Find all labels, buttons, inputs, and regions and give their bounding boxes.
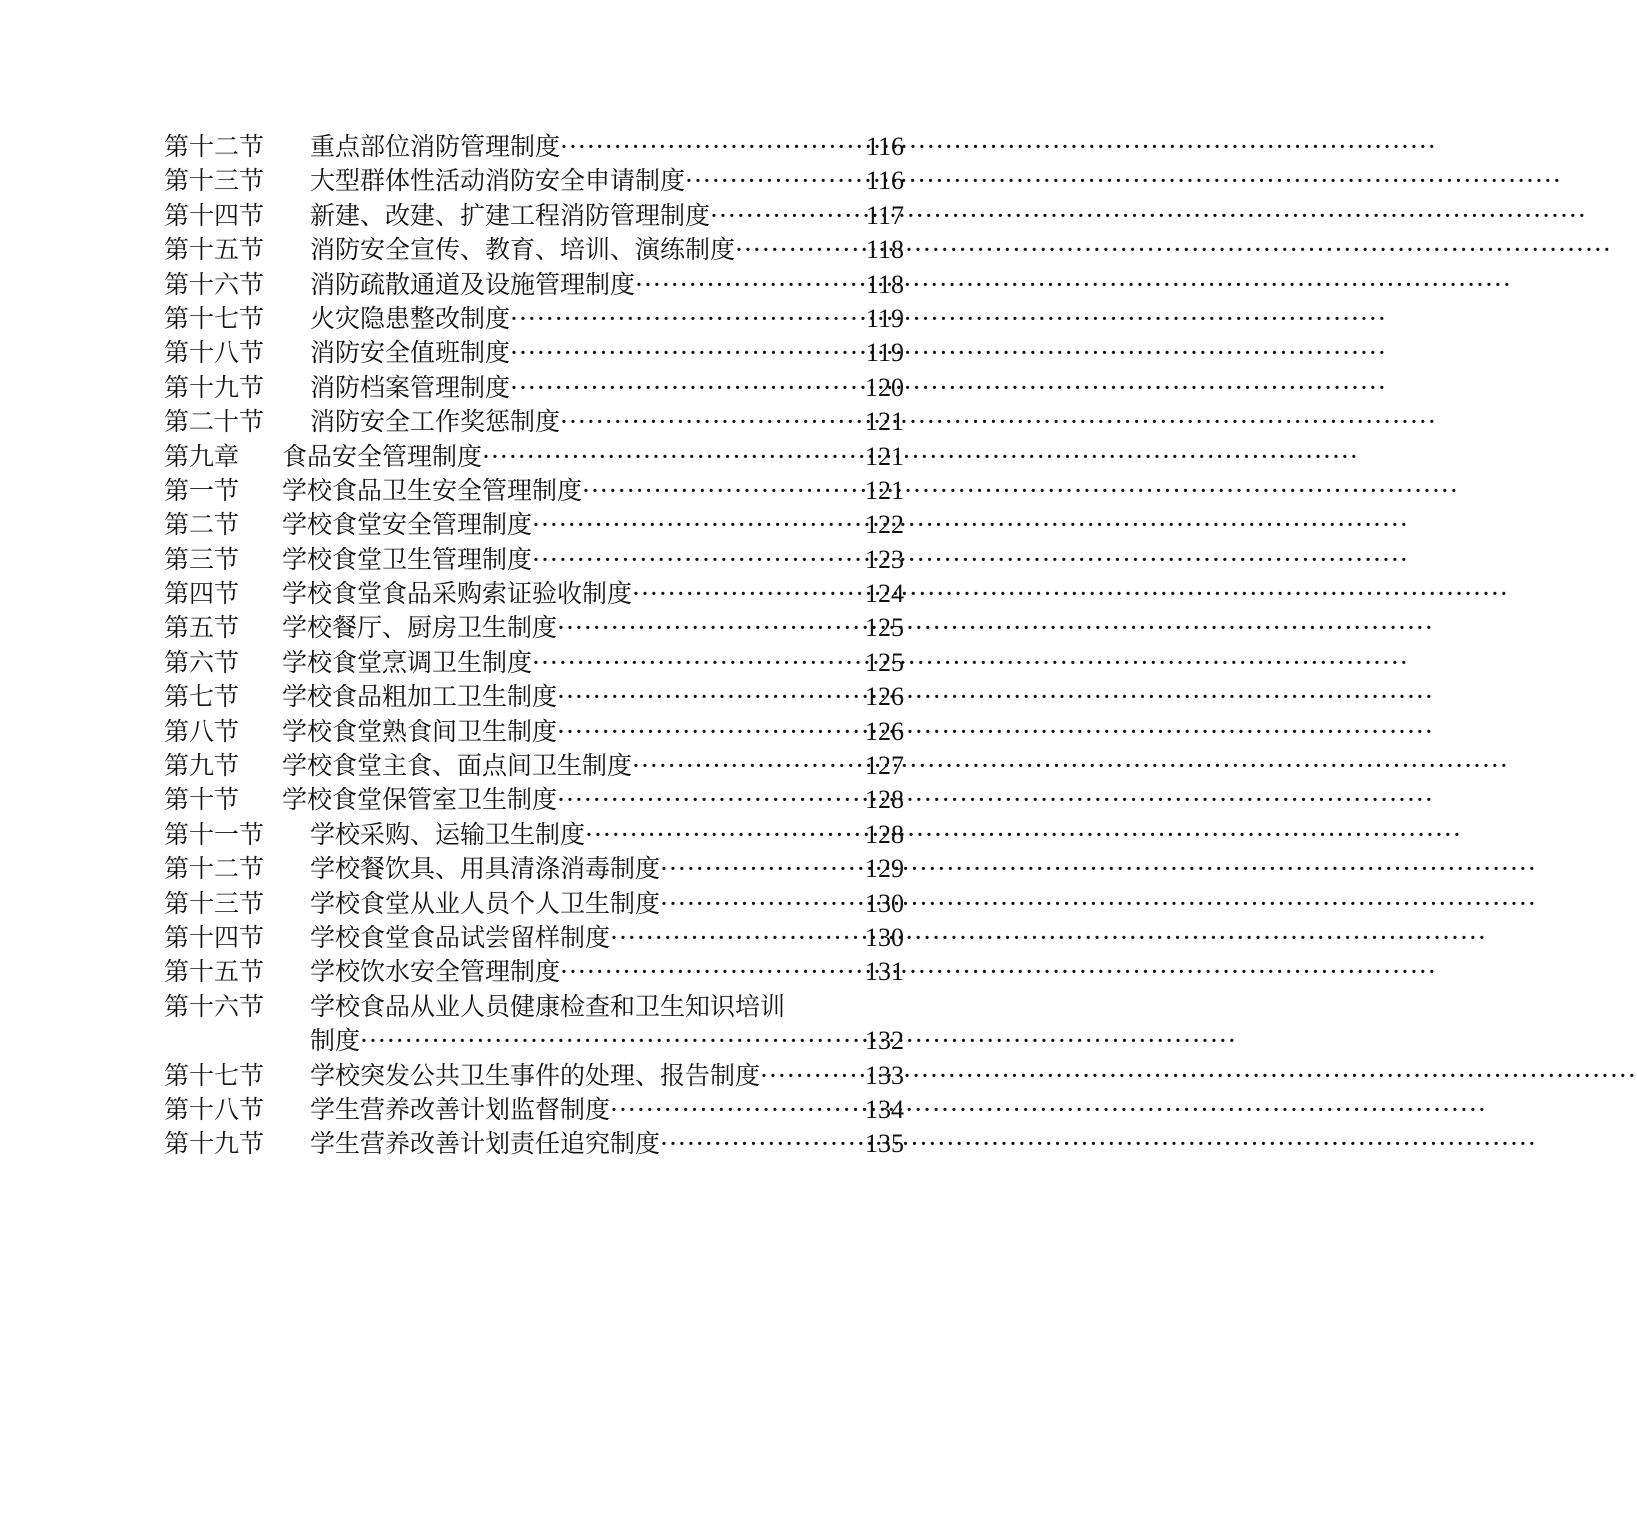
toc-leader-dots <box>532 543 861 577</box>
table-of-contents <box>164 130 904 1162</box>
toc-entry-title: 学校食堂食品试尝留样制度 <box>310 922 611 952</box>
toc-entry-page: 120 <box>865 372 904 402</box>
toc-leader-dots <box>660 852 861 886</box>
toc-entry-title: 学校食品粗加工卫生制度 <box>282 682 558 712</box>
toc-entry <box>164 852 904 886</box>
toc-leader-dots <box>532 508 861 542</box>
toc-leader-dots <box>557 680 861 714</box>
toc-entry <box>164 887 904 921</box>
toc-entry <box>164 302 904 336</box>
toc-entry <box>164 1127 904 1161</box>
toc-leader-dots <box>685 164 862 198</box>
toc-entry-page: 125 <box>865 613 904 643</box>
toc-leader-dots <box>635 268 862 302</box>
toc-entry-page: 127 <box>865 751 904 781</box>
toc-entry-label: 第二十节 <box>164 407 265 437</box>
toc-leader-dots <box>560 130 862 164</box>
toc-entry-title: 学校食堂从业人员个人卫生制度 <box>310 888 661 918</box>
toc-leader-dots <box>582 474 861 508</box>
toc-entry-label: 第一节 <box>164 475 240 505</box>
toc-entry-title: 火灾隐患整改制度 <box>310 303 511 333</box>
toc-chapter-entry <box>164 440 904 474</box>
toc-entry <box>164 164 904 198</box>
toc-entry-label: 第十一节 <box>164 819 265 849</box>
toc-entry <box>164 130 904 164</box>
toc-entry-title: 学校餐厅、厨房卫生制度 <box>282 613 558 643</box>
toc-entry-label: 第二节 <box>164 510 240 540</box>
toc-leader-dots <box>610 921 861 955</box>
toc-leader-dots <box>585 818 861 852</box>
toc-leader-dots <box>360 1024 861 1058</box>
toc-entry-multiline <box>164 990 904 1059</box>
toc-entry-page: 126 <box>865 682 904 712</box>
toc-entry-title: 食品安全管理制度 <box>282 441 483 471</box>
toc-entry-page: 134 <box>865 1094 904 1124</box>
toc-leader-dots <box>735 233 862 267</box>
toc-entry-label: 第十三节 <box>164 166 265 196</box>
toc-entry <box>164 818 904 852</box>
toc-entry-title: 消防疏散通道及设施管理制度 <box>310 269 636 299</box>
toc-entry-label: 第五节 <box>164 613 240 643</box>
toc-entry-title: 消防档案管理制度 <box>310 372 511 402</box>
toc-entry-page: 131 <box>865 957 904 987</box>
toc-entry <box>164 268 904 302</box>
toc-entry-page: 135 <box>865 1129 904 1159</box>
toc-entry-label: 第十六节 <box>164 269 265 299</box>
toc-entry-page: 118 <box>865 269 904 299</box>
toc-entry-label: 第四节 <box>164 579 240 609</box>
toc-entry-label: 第十八节 <box>164 1094 265 1124</box>
toc-leader-dots <box>760 1059 861 1093</box>
toc-entry <box>164 336 904 370</box>
toc-entry-page: 122 <box>865 510 904 540</box>
toc-entry-page: 125 <box>865 647 904 677</box>
toc-entry <box>164 577 904 611</box>
toc-entry-page: 130 <box>865 888 904 918</box>
toc-leader-dots <box>557 611 861 645</box>
toc-entry-page: 119 <box>865 303 904 333</box>
toc-entry-page: 132 <box>865 1026 904 1056</box>
toc-leader-dots <box>510 336 862 370</box>
toc-entry-title: 学校食堂安全管理制度 <box>282 510 533 540</box>
toc-entry-title: 学校采购、运输卫生制度 <box>310 819 586 849</box>
toc-entry-label: 第十二节 <box>164 854 265 884</box>
toc-entry <box>164 646 904 680</box>
toc-entry-page: 117 <box>865 200 904 230</box>
toc-entry-label: 第十六节 <box>164 991 265 1021</box>
toc-entry-title: 学校食堂保管室卫生制度 <box>282 785 558 815</box>
toc-entry-title: 学生营养改善计划责任追究制度 <box>310 1129 661 1159</box>
toc-entry-title-continuation: 制度 <box>310 1026 361 1056</box>
toc-entry-page: 118 <box>865 235 904 265</box>
toc-entry-page: 116 <box>865 131 904 161</box>
toc-entry-title: 学校食堂烹调卫生制度 <box>282 647 533 677</box>
toc-entry-title: 消防安全值班制度 <box>310 338 511 368</box>
toc-entry-label: 第十九节 <box>164 1129 265 1159</box>
toc-leader-dots <box>557 715 861 749</box>
toc-entry <box>164 611 904 645</box>
toc-entry <box>164 955 904 989</box>
toc-leader-dots <box>482 440 861 474</box>
toc-entry <box>164 543 904 577</box>
toc-entry-page: 128 <box>865 785 904 815</box>
toc-entry <box>164 715 904 749</box>
toc-entry-label: 第十节 <box>164 785 240 815</box>
toc-entry-page: 126 <box>865 716 904 746</box>
toc-leader-dots <box>560 955 861 989</box>
toc-leader-dots <box>660 887 861 921</box>
toc-leader-dots <box>532 646 861 680</box>
toc-entry-title: 学生营养改善计划监督制度 <box>310 1094 611 1124</box>
toc-entry <box>164 371 904 405</box>
toc-entry-title: 学校食堂主食、面点间卫生制度 <box>282 751 633 781</box>
toc-entry-label: 第七节 <box>164 682 240 712</box>
toc-entry-title: 学校食堂食品采购索证验收制度 <box>282 579 633 609</box>
toc-entry-page: 121 <box>865 441 904 471</box>
toc-entry-label: 第十四节 <box>164 200 265 230</box>
toc-entry <box>164 405 904 439</box>
toc-entry-page: 121 <box>865 475 904 505</box>
toc-entry-label: 第十四节 <box>164 922 265 952</box>
toc-entry-title: 学校饮水安全管理制度 <box>310 957 561 987</box>
toc-entry-label: 第十七节 <box>164 1060 265 1090</box>
toc-entry-label: 第十五节 <box>164 957 265 987</box>
toc-entry-page: 128 <box>865 819 904 849</box>
toc-entry-title: 学校食品卫生安全管理制度 <box>282 475 583 505</box>
toc-entry <box>164 749 904 783</box>
toc-entry-label: 第十三节 <box>164 888 265 918</box>
toc-entry-label: 第十九节 <box>164 372 265 402</box>
toc-entry-label: 第八节 <box>164 716 240 746</box>
toc-entry-title: 学校突发公共卫生事件的处理、报告制度 <box>310 1060 761 1090</box>
toc-entry-page: 124 <box>865 579 904 609</box>
toc-leader-dots <box>610 1093 861 1127</box>
toc-entry <box>164 921 904 955</box>
toc-entry-label: 第十五节 <box>164 235 265 265</box>
toc-entry <box>164 474 904 508</box>
toc-entry-label: 第十二节 <box>164 131 265 161</box>
toc-entry-title-block <box>310 990 904 1059</box>
toc-entry-title: 消防安全宣传、教育、培训、演练制度 <box>310 235 736 265</box>
toc-entry-page: 119 <box>865 338 904 368</box>
toc-entry-title: 学校食堂熟食间卫生制度 <box>282 716 558 746</box>
toc-entry-page: 133 <box>865 1060 904 1090</box>
toc-entry <box>164 1093 904 1127</box>
toc-leader-dots <box>632 577 861 611</box>
toc-entry-label: 第九节 <box>164 751 240 781</box>
toc-entry-title: 新建、改建、扩建工程消防管理制度 <box>310 200 711 230</box>
toc-leader-dots <box>510 302 862 336</box>
toc-entry-title-continuation-line <box>310 1024 904 1058</box>
toc-entry-title: 大型群体性活动消防安全申请制度 <box>310 166 686 196</box>
toc-entry-label: 第三节 <box>164 544 240 574</box>
toc-leader-dots <box>660 1127 861 1161</box>
toc-entry-label: 第十八节 <box>164 338 265 368</box>
toc-leader-dots <box>510 371 861 405</box>
toc-entry-page: 130 <box>865 922 904 952</box>
toc-entry-label: 第九章 <box>164 441 240 471</box>
toc-entry-title: 学校食堂卫生管理制度 <box>282 544 533 574</box>
toc-entry-title: 学校餐饮具、用具清涤消毒制度 <box>310 854 661 884</box>
toc-entry <box>164 1059 904 1093</box>
toc-leader-dots <box>557 783 861 817</box>
toc-leader-dots <box>632 749 861 783</box>
toc-entry <box>164 680 904 714</box>
toc-entry-title: 学校食品从业人员健康检查和卫生知识培训 <box>310 991 786 1021</box>
toc-entry-page: 123 <box>865 544 904 574</box>
toc-leader-dots <box>710 199 862 233</box>
toc-entry <box>164 199 904 233</box>
toc-entry-page: 116 <box>865 166 904 196</box>
toc-entry-title: 消防安全工作奖惩制度 <box>310 407 561 437</box>
toc-entry-title: 重点部位消防管理制度 <box>310 131 561 161</box>
toc-entry <box>164 783 904 817</box>
toc-entry-page: 129 <box>865 854 904 884</box>
toc-entry-page: 121 <box>865 407 904 437</box>
toc-entry <box>164 508 904 542</box>
toc-leader-dots <box>560 405 861 439</box>
toc-entry <box>164 233 904 267</box>
toc-entry-label: 第十七节 <box>164 303 265 333</box>
toc-entry-label: 第六节 <box>164 647 240 677</box>
